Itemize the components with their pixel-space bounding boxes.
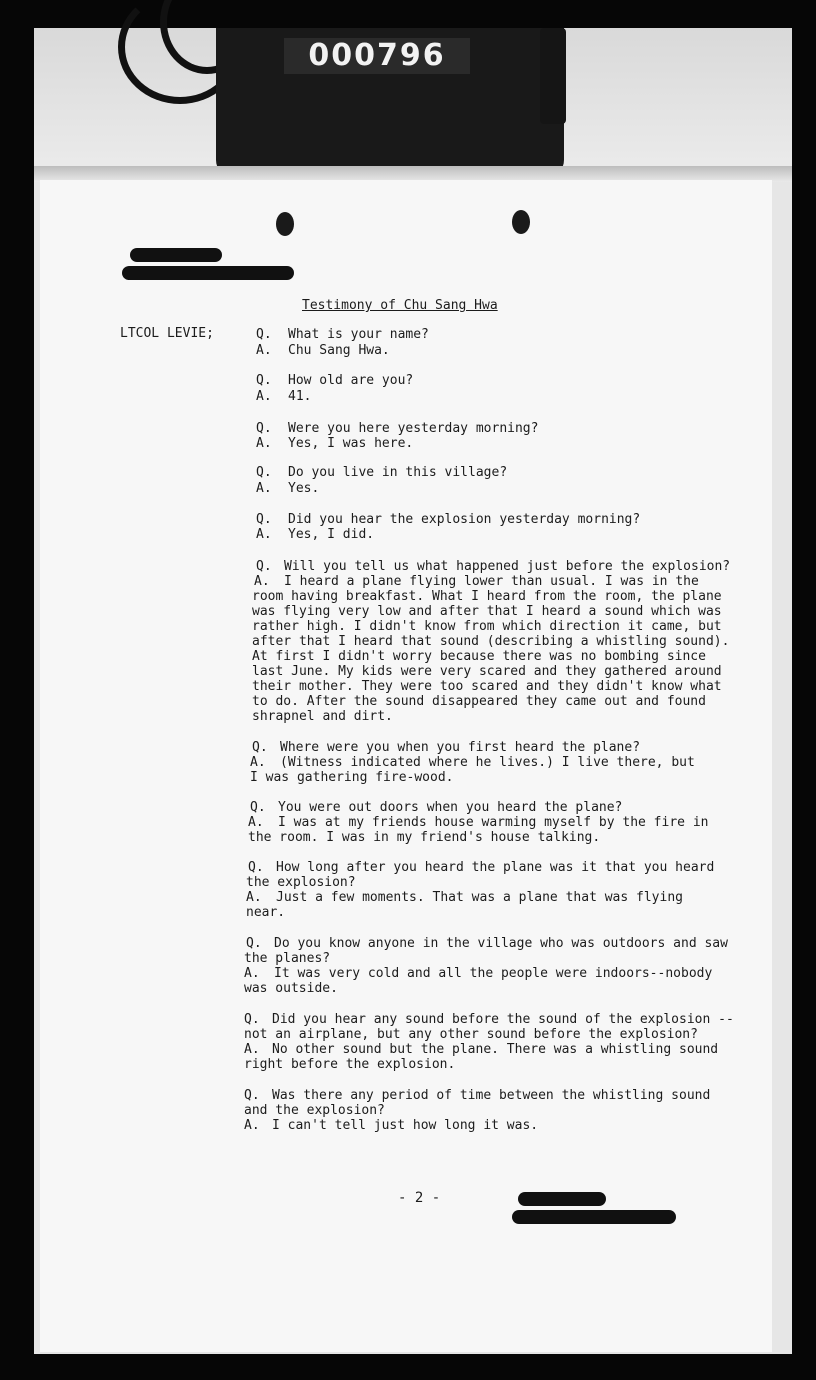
question-text: Where were you when you first heard the plane? — [280, 740, 641, 755]
answer-text: after that I heard that sound (describing a whistling sound). — [252, 634, 730, 649]
answer-text: (Witness indicated where he lives.) I live there, but — [280, 755, 695, 770]
redaction-bar — [130, 248, 222, 262]
answer-text: Yes, I was here. — [288, 436, 414, 451]
answer-text: right before the explosion. — [244, 1057, 456, 1072]
frame-counter-digits: 000796 — [284, 38, 470, 74]
answer-text: Just a few moments. That was a plane that was flying — [276, 890, 683, 905]
answer-label: A. — [244, 1118, 260, 1133]
punch-hole — [276, 212, 294, 236]
question-text: the explosion? — [246, 875, 356, 890]
answer-text: last June. My kids were very scared and they gathered around — [252, 664, 722, 679]
answer-label: A. — [256, 527, 272, 542]
answer-label: A. — [250, 755, 266, 770]
answer-text: was outside. — [244, 981, 338, 996]
answer-text: Chu Sang Hwa. — [288, 343, 390, 358]
question-label: Q. — [256, 559, 272, 574]
redaction-bar — [122, 266, 294, 280]
document-title: Testimony of Chu Sang Hwa — [302, 298, 498, 313]
speaker-label: LTCOL LEVIE; — [120, 326, 214, 341]
answer-text: I was at my friends house warming myself by the fire in — [278, 815, 709, 830]
question-label: Q. — [256, 512, 272, 527]
question-label: Q. — [256, 421, 272, 436]
question-text: Will you tell us what happened just before the explosion? — [284, 559, 731, 574]
answer-text: I heard a plane flying lower than usual. I was in the — [284, 574, 699, 589]
page-number: - 2 - — [398, 1190, 441, 1206]
question-text: How old are you? — [288, 373, 414, 388]
answer-text: It was very cold and all the people were indoors--nobody — [274, 966, 713, 981]
question-label: Q. — [250, 800, 266, 815]
clip-handle — [540, 28, 566, 124]
question-text: Did you hear the explosion yesterday morning? — [288, 512, 641, 527]
question-text: You were out doors when you heard the plane? — [278, 800, 623, 815]
question-label: Q. — [256, 327, 272, 342]
answer-text: shrapnel and dirt. — [252, 709, 393, 724]
question-text: not an airplane, but any other sound before the explosion? — [244, 1027, 698, 1042]
answer-label: A. — [246, 890, 262, 905]
question-text: Do you know anyone in the village who was outdoors and saw — [274, 936, 728, 951]
answer-label: A. — [256, 481, 272, 496]
question-text: How long after you heard the plane was it that you heard — [276, 860, 715, 875]
answer-text: I was gathering fire-wood. — [250, 770, 454, 785]
redaction-bar — [512, 1210, 676, 1224]
punch-hole — [512, 210, 530, 234]
answer-text: was flying very low and after that I heard a sound which was — [252, 604, 722, 619]
answer-label: A. — [244, 966, 260, 981]
question-text: Did you hear any sound before the sound of the explosion -- — [272, 1012, 734, 1027]
answer-label: A. — [256, 389, 272, 404]
answer-text: the room. I was in my friend's house talking. — [248, 830, 601, 845]
question-text: Were you here yesterday morning? — [288, 421, 539, 436]
question-text: Was there any period of time between the whistling sound — [272, 1088, 711, 1103]
question-label: Q. — [246, 936, 262, 951]
answer-text: their mother. They were too scared and they didn't know what — [252, 679, 722, 694]
answer-label: A. — [256, 343, 272, 358]
answer-label: A. — [248, 815, 264, 830]
question-text: Do you live in this village? — [288, 465, 508, 480]
question-label: Q. — [248, 860, 264, 875]
answer-label: A. — [254, 574, 270, 589]
question-text: What is your name? — [288, 327, 429, 342]
redaction-bar — [518, 1192, 606, 1206]
answer-text: At first I didn't worry because there was no bombing since — [252, 649, 706, 664]
question-label: Q. — [252, 740, 268, 755]
answer-text: 41. — [288, 389, 312, 404]
answer-text: room having breakfast. What I heard from the room, the plane — [252, 589, 722, 604]
question-label: Q. — [256, 465, 272, 480]
answer-text: No other sound but the plane. There was a whistling sound — [272, 1042, 719, 1057]
question-label: Q. — [244, 1088, 260, 1103]
question-text: the planes? — [244, 951, 331, 966]
answer-text: Yes. — [288, 481, 320, 496]
answer-text: to do. After the sound disappeared they came out and found — [252, 694, 706, 709]
answer-label: A. — [244, 1042, 260, 1057]
answer-text: Yes, I did. — [288, 527, 375, 542]
question-text: and the explosion? — [244, 1103, 385, 1118]
answer-text: near. — [246, 905, 286, 920]
answer-text: I can't tell just how long it was. — [272, 1118, 539, 1133]
answer-text: rather high. I didn't know from which direction it came, but — [252, 619, 722, 634]
question-label: Q. — [244, 1012, 260, 1027]
answer-label: A. — [256, 436, 272, 451]
question-label: Q. — [256, 373, 272, 388]
